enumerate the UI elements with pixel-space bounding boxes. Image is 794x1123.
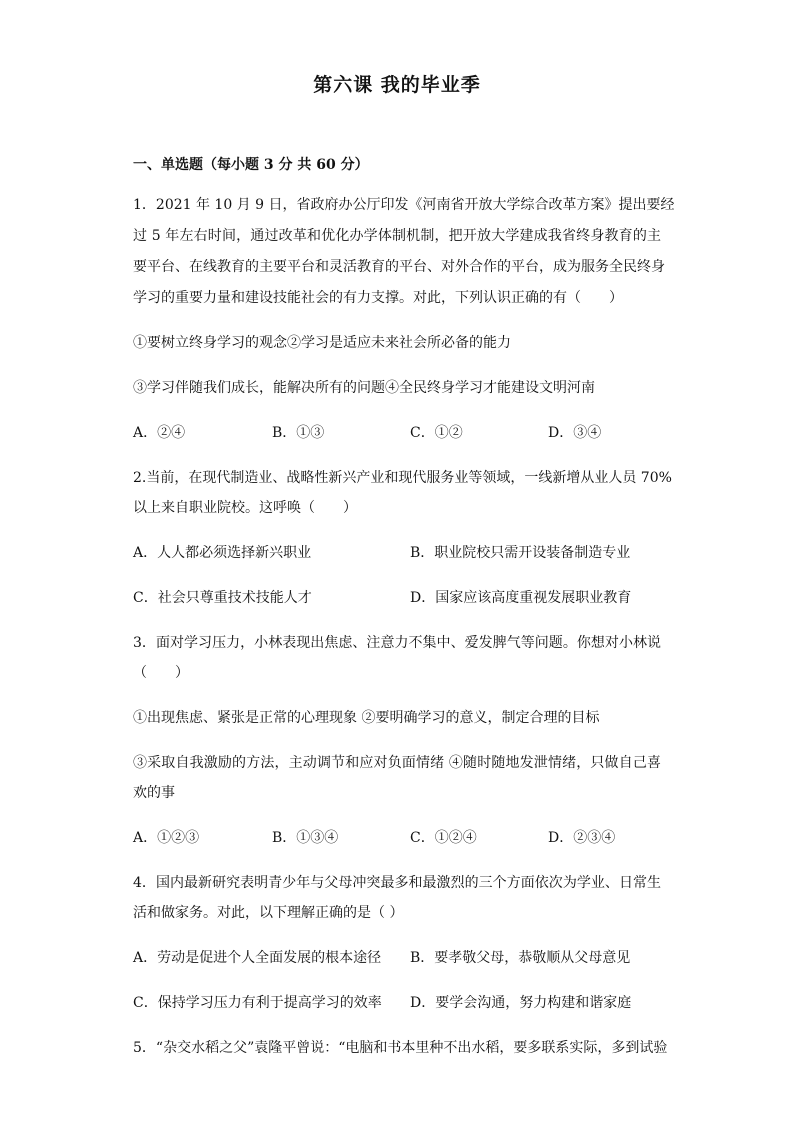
section-heading: 一、单选题（每小题 3 分 共 60 分） [133,157,369,173]
q1-option-d: D．③④ [548,425,602,441]
q3-statements-3: 欢的事 [133,785,175,801]
q3-line-1: 3．面对学习压力，小林表现出焦虑、注意力不集中、爱发脾气等问题。你想对小林说 [133,635,661,651]
q4-option-a: A．劳动是促进个人全面发展的根本途径 [133,950,382,966]
q4-line-1: 4．国内最新研究表明青少年与父母冲突最多和最激烈的三个方面依次为学业、日常生 [133,875,661,891]
q4-option-b: B．要孝敬父母，恭敬顺从父母意见 [410,950,631,966]
q2-line-2: 以上来自职业院校。这呼唤（ ） [133,500,357,516]
q1-statements-1: ①要树立终身学习的观念②学习是适应未来社会所必备的能力 [133,335,511,351]
q4-option-d: D．要学会沟通，努力构建和谐家庭 [410,995,632,1011]
page-title: 第六课 我的毕业季 [313,74,481,96]
q1-line-3: 要平台、在线教育的主要平台和灵活教育的平台、对外合作的平台，成为服务全民终身 [133,259,665,275]
q5-line-1: 5．“杂交水稻之父”袁隆平曾说：“电脑和书本里种不出水稻，要多联系实际，多到试验 [133,1040,668,1056]
q4-line-2: 活和做家务。对此，以下理解正确的是（ ） [133,905,404,921]
q2-option-c: C．社会只尊重技术技能人才 [133,590,312,606]
q2-option-d: D．国家应该高度重视发展职业教育 [410,590,632,606]
q3-statements-1: ①出现焦虑、紧张是正常的心理现象 ②要明确学习的意义，制定合理的目标 [133,710,600,726]
q1-statements-2: ③学习伴随我们成长，能解决所有的问题④全民终身学习才能建设文明河南 [133,380,595,396]
q3-option-a: A．①②③ [133,830,200,846]
q1-line-2: 过 5 年左右时间，通过改革和优化办学体制机制，把开放大学建成我省终身教育的主 [133,228,661,244]
q1-option-c: C．①② [410,425,463,441]
q1-line-4: 学习的重要力量和建设技能社会的有力支撑。对此，下列认识正确的有（ ） [133,290,623,306]
q3-option-d: D．②③④ [548,830,616,846]
q2-option-b: B．职业院校只需开设装备制造专业 [410,545,631,561]
q2-option-a: A．人人都必须选择新兴职业 [133,545,312,561]
q1-option-b: B．①③ [272,425,325,441]
q1-line-1: 1．2021 年 10 月 9 日，省政府办公厅印发《河南省开放大学综合改革方案》提出要经 [133,197,675,213]
q4-option-c: C．保持学习压力有利于提高学习的效率 [133,995,382,1011]
q3-option-c: C．①②④ [410,830,477,846]
q3-line-2: （ ） [133,665,189,681]
q2-line-1: 2.当前，在现代制造业、战略性新兴产业和现代服务业等领域，一线新增从业人员 70% [133,470,672,486]
q1-option-a: A．②④ [133,425,186,441]
q3-statements-2: ③采取自我激励的方法，主动调节和应对负面情绪 ④随时随地发泄情绪，只做自己喜 [133,755,661,771]
q3-option-b: B．①③④ [272,830,339,846]
